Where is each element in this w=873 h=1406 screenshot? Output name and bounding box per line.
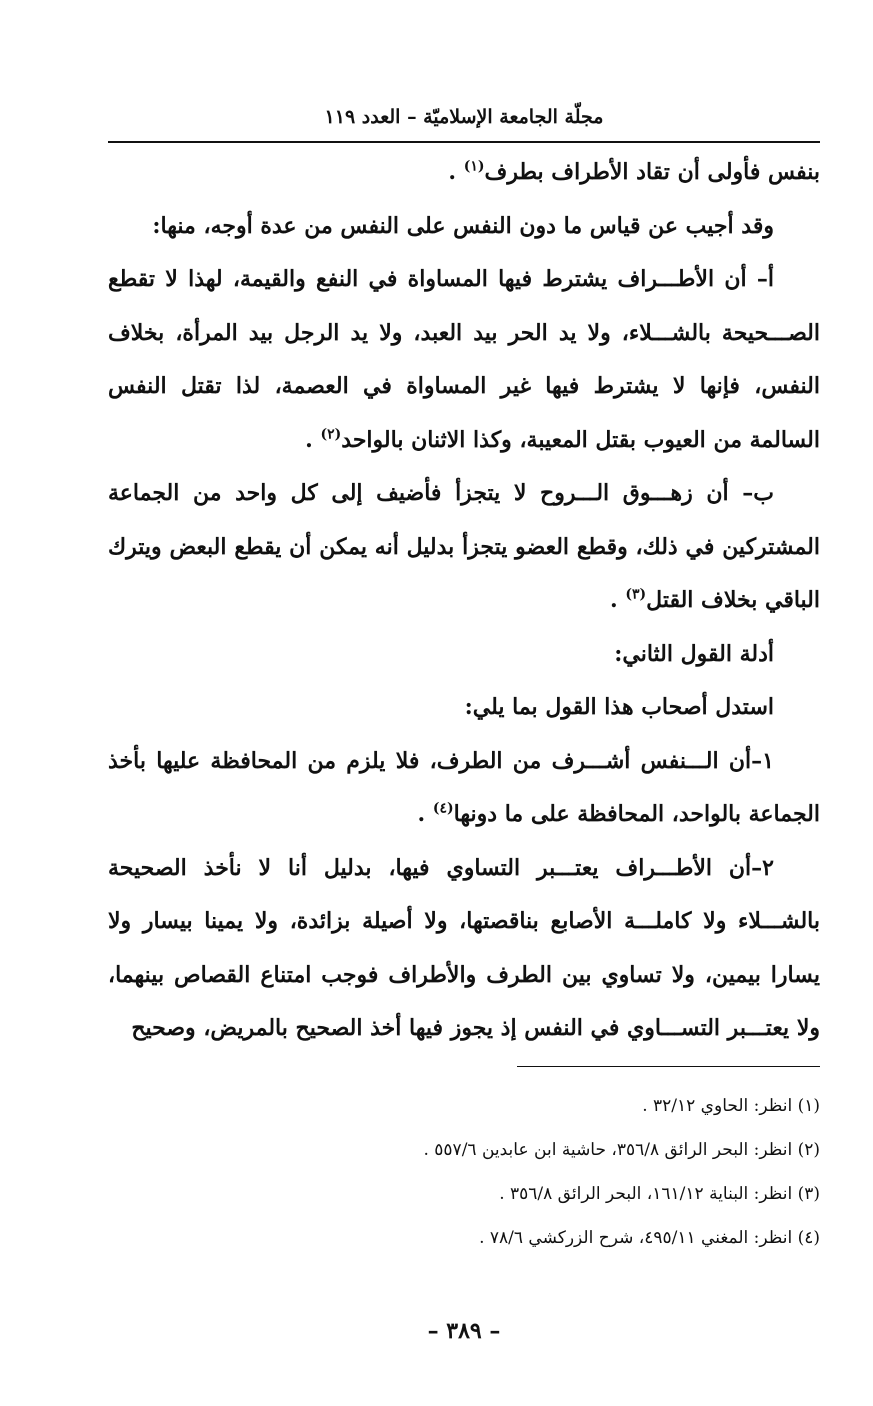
- footnote-ref-4[interactable]: (٤): [432, 800, 454, 817]
- footnotes: [108, 1084, 820, 1260]
- footnote-ref-1[interactable]: (١): [463, 158, 485, 175]
- footnote-3: (٣) انظر: البناية ١٦١/١٢، البحر الرائق ٣٥٦/٨ .: [499, 1184, 820, 1204]
- paragraph-7-tail: .: [417, 801, 433, 827]
- footnote-ref-3[interactable]: (٣): [625, 586, 647, 603]
- paragraph-4-text: ب– أن زهـــوق الـــروح لا يتجزأ فأضيف إلى كل واحد من الجماعة المشتركين في ذلك، وقطع العضو يتجزأ بدليل أنه يمكن أن يقطع البعض ويترك الباقي بخلاف القتل: [108, 480, 820, 613]
- paragraph-1: [108, 146, 820, 200]
- footnote-4: (٤) انظر: المغني ٤٩٥/١١، شرح الزركشي ٧٨/٦ .: [479, 1228, 820, 1248]
- footnote-rule: [517, 1066, 820, 1067]
- paragraph-7-text: ١–أن الـــنفس أشـــرف من الطرف، فلا يلزم من المحافظة عليها بأخذ الجماعة بالواحد، المحافظة على ما دونها: [108, 747, 820, 827]
- footnote-2: (٢) انظر: البحر الرائق ٣٥٦/٨، حاشية ابن عابدين ٥٥٧/٦ .: [423, 1140, 820, 1160]
- paragraph-1-text: بنفس فأولى أن تقاد الأطراف بطرف: [484, 159, 820, 185]
- running-header: مجلّة الجامعة الإسلاميّة – العدد ١١٩: [324, 106, 604, 128]
- main-text: [108, 146, 820, 1056]
- paragraph-3-text: أ– أن الأطـــراف يشترط فيها المساواة في النفع والقيمة، لهذا لا تقطع الصـــحيحة بالشـــلاء، ولا يد الحر بيد العبد، ولا يد الرجل بيد المرأة، بخلاف النفس، فإنها لا يشترط فيها غير المساواة في العصمة، لذا تقتل النفس السالمة من العيوب بقتل المعيبة، وكذا الاثنان بالواحد: [108, 266, 821, 453]
- page-number: – ٣٨٩ –: [427, 1318, 501, 1344]
- paragraph-7: [108, 735, 820, 842]
- paragraph-8: ٢–أن الأطـــراف يعتـــبر التساوي فيها، بدليل أنا لا نأخذ الصحيحة بالشـــلاء ولا كاملـــة الأصابع بناقصتها، ولا أصيلة بزائدة، ولا يمينا بيسار ولا يسارا بيمين، ولا تساوي بين الطرف والأطراف فوجب امتناع القصاص بينهما، ولا يعتـــبر التســـاوي في النفس إذ يجوز فيها أخذ الصحيح بالمريض، وصحيح: [108, 854, 820, 1041]
- footnote-1: (١) انظر: الحاوي ٣٢/١٢ .: [642, 1096, 820, 1116]
- paragraph-6: استدل أصحاب هذا القول بما يلي:: [464, 694, 774, 720]
- section-heading: أدلة القول الثاني:: [614, 640, 774, 667]
- paragraph-3: [108, 253, 820, 467]
- paragraph-3-tail: .: [305, 426, 321, 453]
- paragraph-2: وقد أجيب عن قياس ما دون النفس على النفس من عدة أوجه، منها:: [152, 212, 774, 239]
- paragraph-1-tail: .: [448, 159, 464, 185]
- paragraph-4: [108, 467, 820, 628]
- paragraph-4-tail: .: [610, 587, 626, 613]
- footnote-ref-2[interactable]: (٢): [320, 426, 342, 443]
- header-rule: [108, 141, 820, 143]
